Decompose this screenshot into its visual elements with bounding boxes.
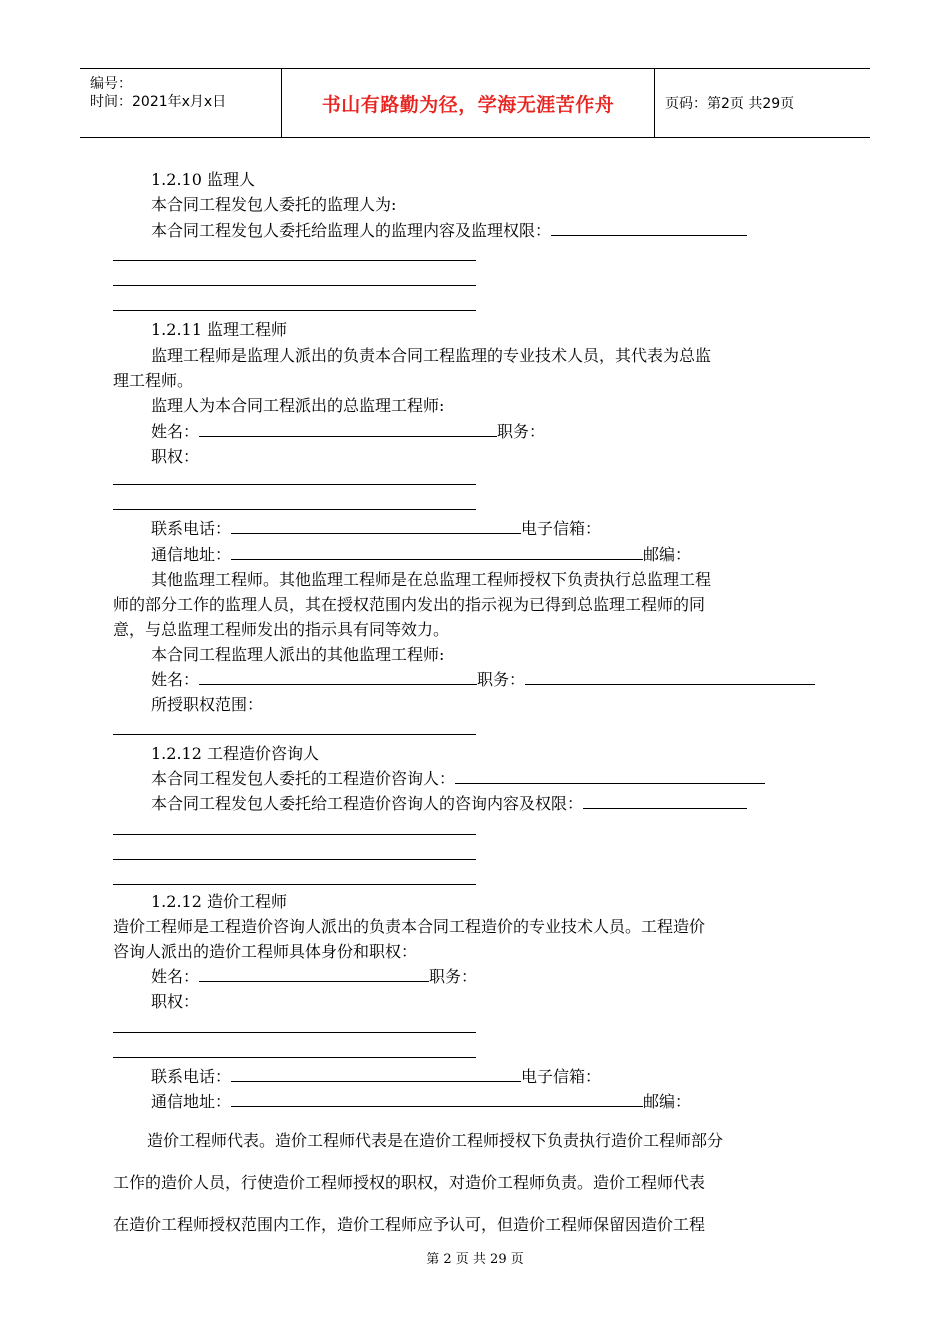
- section-title: 1.2.10 监理人: [151, 170, 255, 189]
- field-label: 职务：: [477, 670, 526, 689]
- field-label: 姓名：: [151, 967, 200, 986]
- form-row: [151, 668, 815, 692]
- form-row: [151, 543, 691, 567]
- paragraph-line: 意，与总监理工程师发出的指示具有同等效力。: [113, 620, 450, 639]
- field-label: 姓名：: [151, 670, 200, 689]
- blank-line: [231, 1090, 643, 1107]
- field-label: 电子信箱：: [521, 1067, 602, 1086]
- blank-rule: [113, 509, 476, 510]
- header-number: 编号：: [90, 76, 132, 92]
- paragraph-line: 工作的造价人员，行使造价工程师授权的职权，对造价工程师负责。造价工程师代表: [113, 1173, 706, 1192]
- blank-rule: [113, 285, 476, 286]
- field-label: 电子信箱：: [521, 519, 602, 538]
- field-label: 通信地址：: [151, 545, 232, 564]
- paragraph-line: 监理工程师是监理人派出的负责本合同工程监理的专业技术人员，其代表为总监: [151, 346, 712, 365]
- blank-rule: [113, 484, 476, 485]
- section-title: 1.2.12 造价工程师: [151, 892, 287, 911]
- page-header: [80, 68, 870, 138]
- blank-line: [551, 219, 747, 236]
- field-label: 姓名：: [151, 422, 200, 441]
- field-label: 通信地址：: [151, 1092, 232, 1111]
- header-meta: [80, 69, 282, 137]
- field-label: 所授职权范围：: [151, 695, 264, 714]
- header-time: 时间：2021年x月x日: [90, 94, 227, 110]
- section-title: 1.2.12 工程造价咨询人: [151, 744, 319, 763]
- paragraph-line: 师的部分工作的监理人员，其在授权范围内发出的指示视为已得到总监理工程师的同: [113, 595, 706, 614]
- page-footer: 第 2 页 共 29 页: [426, 1252, 524, 1267]
- form-row: [151, 965, 477, 989]
- field-label: 本合同工程发包人委托给监理人的监理内容及监理权限：: [151, 221, 552, 240]
- form-row: [151, 1090, 691, 1114]
- paragraph-line: [151, 792, 747, 816]
- field-label: 本合同工程发包人委托给工程造价咨询人的咨询内容及权限：: [151, 794, 584, 813]
- blank-line: [583, 792, 747, 809]
- blank-line: [199, 668, 477, 685]
- blank-rule: [113, 834, 476, 835]
- paragraph-line: [151, 219, 747, 243]
- blank-rule: [113, 1057, 476, 1058]
- blank-line: [199, 965, 429, 982]
- paragraph-line: [151, 767, 765, 791]
- paragraph-line: 其他监理工程师。其他监理工程师是在总监理工程师授权下负责执行总监理工程: [151, 570, 712, 589]
- blank-line: [231, 543, 643, 560]
- paragraph-line: 监理人为本合同工程派出的总监理工程师:: [151, 396, 445, 415]
- paragraph-line: 造价工程师是工程造价咨询人派出的负责本合同工程造价的专业技术人员。工程造价: [113, 917, 706, 936]
- field-label: 职务：: [497, 422, 546, 441]
- field-label: 职权：: [151, 992, 200, 1011]
- blank-rule: [113, 1032, 476, 1033]
- paragraph-line: 本合同工程发包人委托的监理人为:: [151, 195, 397, 214]
- blank-line: [231, 1065, 521, 1082]
- blank-rule: [113, 260, 476, 261]
- blank-rule: [113, 884, 476, 885]
- blank-line: [199, 420, 497, 437]
- blank-line: [525, 668, 815, 685]
- blank-rule: [113, 859, 476, 860]
- field-label: 邮编：: [643, 545, 692, 564]
- blank-rule: [113, 734, 476, 735]
- form-row: [151, 517, 601, 541]
- field-label: 职务：: [429, 967, 478, 986]
- header-motto: 书山有路勤为径，学海无涯苦作舟: [282, 69, 655, 137]
- paragraph-line: 理工程师。: [113, 371, 194, 390]
- blank-line: [455, 767, 765, 784]
- field-label: 联系电话：: [151, 1067, 232, 1086]
- header-page-info: 页码：第2页 共29页: [665, 96, 795, 112]
- paragraph-line: 造价工程师代表。造价工程师代表是在造价工程师授权下负责执行造价工程师部分: [147, 1131, 724, 1150]
- blank-line: [231, 517, 521, 534]
- form-row: [151, 420, 545, 444]
- field-label: 联系电话：: [151, 519, 232, 538]
- field-label: 邮编：: [643, 1092, 692, 1111]
- field-label: 本合同工程发包人委托的工程造价咨询人：: [151, 769, 456, 788]
- paragraph-line: 在造价工程师授权范围内工作，造价工程师应予认可，但造价工程师保留因造价工程: [113, 1215, 706, 1234]
- field-label: 职权：: [151, 447, 200, 466]
- paragraph-line: 本合同工程监理人派出的其他监理工程师:: [151, 645, 445, 664]
- paragraph-line: 咨询人派出的造价工程师具体身份和职权：: [113, 942, 418, 961]
- section-title: 1.2.11 监理工程师: [151, 320, 287, 339]
- form-row: [151, 1065, 601, 1089]
- blank-rule: [113, 310, 476, 311]
